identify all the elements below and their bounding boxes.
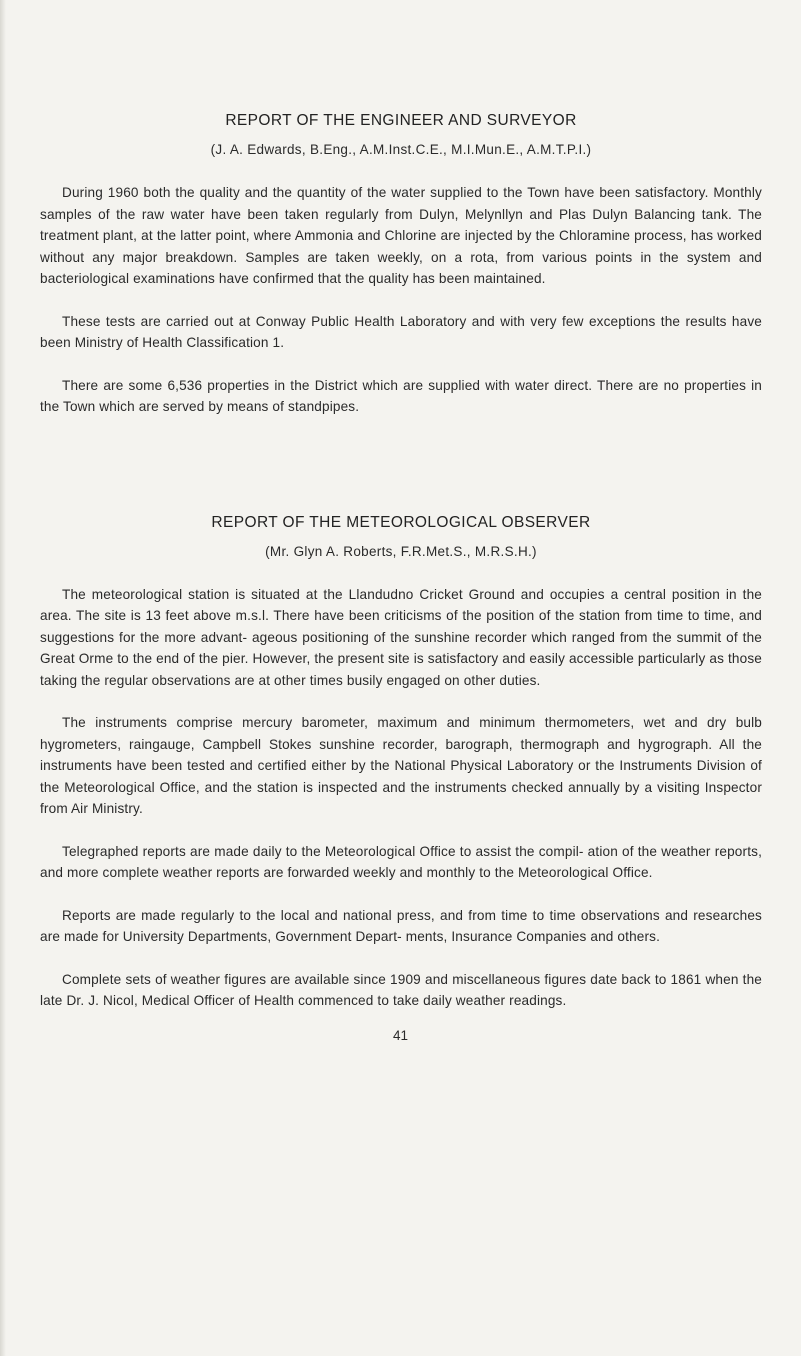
engineer-report-section [40,112,762,418]
section-title: REPORT OF THE METEOROLOGICAL OBSERVER [211,513,591,531]
section-subtitle: (Mr. Glyn A. Roberts, F.R.Met.S., M.R.S.H.) [265,543,537,559]
paragraph: Reports are made regularly to the local and national press, and from time to time observations and researches are made for University Departments, Government Depart- ments, Insurance Companies and others. [40,907,762,944]
paragraph: The instruments comprise mercury barometer, maximum and minimum thermometers, wet and dry bulb hygrometers, raingauge, Campbell Stokes sunshine recorder, barograph, thermograph and hygrograph. All the instruments have been tested and certified either by the National Physical Laboratory or the Instruments Division of the Meteorological Office, and the station is inspected and the instruments checked annually by a visiting Inspector from Air Ministry. [40,715,762,816]
paragraph: Telegraphed reports are made daily to the Meteorological Office to assist the compil- ation of the weather reports, and more complete weather reports are forwarded weekly and monthly to the Meteorological Office. [40,843,762,880]
section-subtitle: (J. A. Edwards, B.Eng., A.M.Inst.C.E., M.I.Mun.E., A.M.T.P.I.) [210,142,592,157]
paragraph: These tests are carried out at Conway Public Health Laboratory and with very few exceptions the results have been Ministry of Health Classification 1. [40,313,762,350]
paragraph: There are some 6,536 properties in the District which are supplied with water direct. There are no properties in the Town which are served by means of standpipes. [40,377,762,414]
page-content [40,112,762,1012]
page-number: 41 [392,1028,409,1043]
section-title: REPORT OF THE ENGINEER AND SURVEYOR [225,112,577,129]
paragraph: The meteorological station is situated at the Llandudno Cricket Ground and occupies a central position in the area. The site is 13 feet above m.s.l. There have been criticisms of the position of the station from time to time, and suggestions for the more advant- ageous positioning of the sunshine recorder which ranged from the summit of the Great Orme to the end of the pier. However, the present site is satisfactory and easily accessible particularly as those taking the regular observations are at other times busily engaged on other duties. [40,586,762,688]
meteorological-report-section [40,514,762,1012]
paragraph: During 1960 both the quality and the quantity of the water supplied to the Town have been satisfactory. Monthly samples of the raw water have been taken regularly from Dulyn, Melynllyn and Plas Dulyn Balancing tank. The treatment plant, at the latter point, where Ammonia and Chlorine are injected by the Chloramine process, has worked without any major breakdown. Samples are taken weekly, on a rota, from various points in the system and bacteriological examinations have confirmed that the quality has been maintained. [40,185,762,286]
page-edge-shadow [0,0,6,1356]
paragraph: Complete sets of weather figures are available since 1909 and miscellaneous figures date back to 1861 when the late Dr. J. Nicol, Medical Officer of Health commenced to take daily weather readings. [40,971,762,1008]
